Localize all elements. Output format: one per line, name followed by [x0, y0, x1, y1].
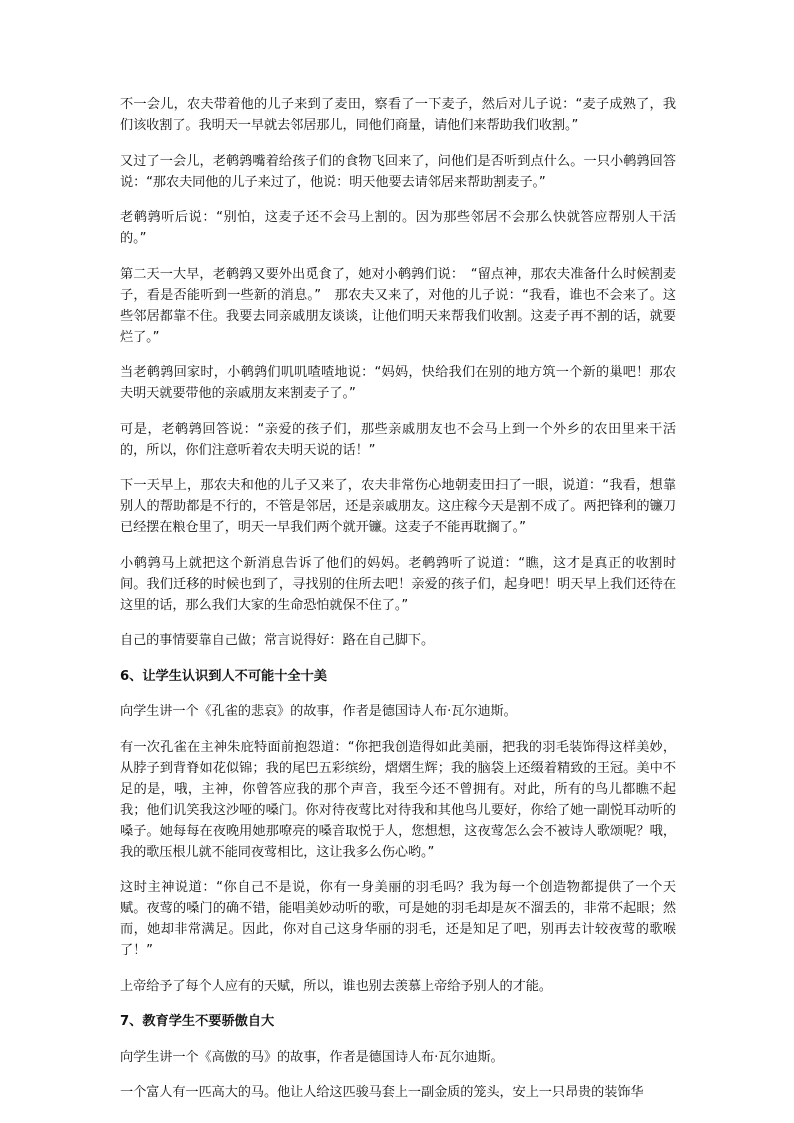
- paragraph-moral-talents: 上帝给予了每个人应有的天赋，所以，谁也别去羡慕上帝给予别人的才能。: [120, 978, 552, 994]
- paragraph-quail-dont-fear: 老鹌鹑听后说：“别怕，这麦子还不会马上割的。因为那些邻居不会那么快就答应帮别人干活的。”: [120, 210, 676, 246]
- paragraph-peacock-complaint: 有一次孔雀在主神朱庇特面前抱怨道：“你把我创造得如此美丽，把我的羽毛装饰得这样美妙，从脖子到背脊如花似锦；我的尾巴五彩缤纷，熠熠生辉；我的脑袋上还缀着精致的王冠。美中不足的是，哦，主神，你曾答应我的那个声音，我至今还不曾拥有。对此，所有的鸟儿都瞧不起我；他们讥笑我这沙哑的嗓门。你对待夜莺比对待我和其他鸟儿要好，你给了她一副悦耳动听的嗓子。她每每在夜晚用她那嘹亮的嗓音取悦于人，您想想，这夜莺怎么会不被诗人歌颂呢？哦，我的歌压根儿就不能同夜莺相比，这让我多么伤心哟。”: [120, 739, 676, 860]
- paragraph-quail-returns: 又过了一会儿，老鹌鹑嘴着给孩子们的食物飞回来了，问他们是否听到点什么。一只小鹌鹑回答说：“那农夫同他的儿子来过了，他说：明天他要去请邻居来帮助割麦子。”: [120, 153, 676, 190]
- paragraph-time-to-move: 小鹌鹑马上就把这个新消息告诉了他们的妈妈。老鹌鹑听了说道：“瞧，这才是真正的收割时间。我们迁移的时候也到了，寻找别的住所去吧！亲爱的孩子们，起身吧！明天早上我们还待在这里的话，那么我们大家的生命恐怕就保不住了。”: [120, 555, 676, 613]
- paragraph-farmer-son-wheat: 不一会儿，农夫带着他的儿子来到了麦田，察看了一下麦子，然后对儿子说：“麦子成熟了，我们该收割了。我明天一早就去邻居那儿，同他们商量，请他们来帮助我们收割。”: [120, 97, 676, 133]
- paragraph-next-morning: 第二天一大早，老鹌鹑又要外出觅食了，她对小鹌鹑们说： “留点神，那农夫准备什么时候割麦子，看是否能听到一些新的消息。” 那农夫又来了，对他的儿子说：“我看，谁也不会来了。这些邻居都靠不住。我要去同亲戚朋友谈谈，让他们明天来帮我们收割。这麦子再不割的话，就要烂了。”: [120, 266, 676, 345]
- document-page: [120, 94, 676, 1118]
- paragraph-farmer-sad: 下一天早上，那农夫和他的儿子又来了，农夫非常伤心地朝麦田扫了一眼，说道：“我看，想靠别人的帮助都是不行的，不管是邻居，还是亲戚朋友。这庄稼今天是割不成了。两把锋利的镰刀已经摆在粮仓里了，明天一早我们两个就开镰。这麦子不能再耽搁了。”: [120, 478, 676, 535]
- paragraph-peacock-intro: 向学生讲一个《孔雀的悲哀》的故事，作者是德国诗人布·瓦尔迪斯。: [120, 704, 517, 719]
- paragraph-chicks-chatter: 当老鹌鹑回家时，小鹌鹑们叽叽喳喳地说：“妈妈，快给我们在别的地方筑一个新的巢吧！那农夫明天就要带他的亲戚朋友来割麦子了。”: [120, 365, 676, 401]
- paragraph-moral-self-reliance: 自己的事情要靠自己做；常言说得好：路在自己脚下。: [120, 633, 435, 648]
- section-heading-7: 7、教育学生不要骄傲自大: [120, 1014, 275, 1029]
- paragraph-jupiter-reply: 这时主神说道：“你自己不是说，你有一身美丽的羽毛吗？我为每一个创造物都提供了一个天赋。夜莺的嗓门的确不错，能唱美妙动听的歌，可是她的羽毛却是灰不溜丢的，非常不起眼；然而，她却非常满足。因此，你对自己这身华丽的羽毛，还是知足了吧，别再去计较夜莺的歌喉了！”: [120, 880, 676, 958]
- paragraph-horse-intro: 向学生讲一个《高傲的马》的故事，作者是德国诗人布·瓦尔迪斯。: [120, 1049, 504, 1065]
- paragraph-relatives-reply: 可是，老鹌鹑回答说：“亲爱的孩子们，那些亲戚朋友也不会马上到一个外乡的农田里来干活的，所以，你们注意听着农夫明天说的话！”: [120, 421, 676, 458]
- section-heading-6: 6、让学生认识到人不可能十全十美: [120, 668, 327, 684]
- paragraph-horse-story: 一个富人有一匹高大的马。他让人给这匹骏马套上一副金质的笼头，安上一只昂贵的装饰华: [120, 1085, 644, 1100]
